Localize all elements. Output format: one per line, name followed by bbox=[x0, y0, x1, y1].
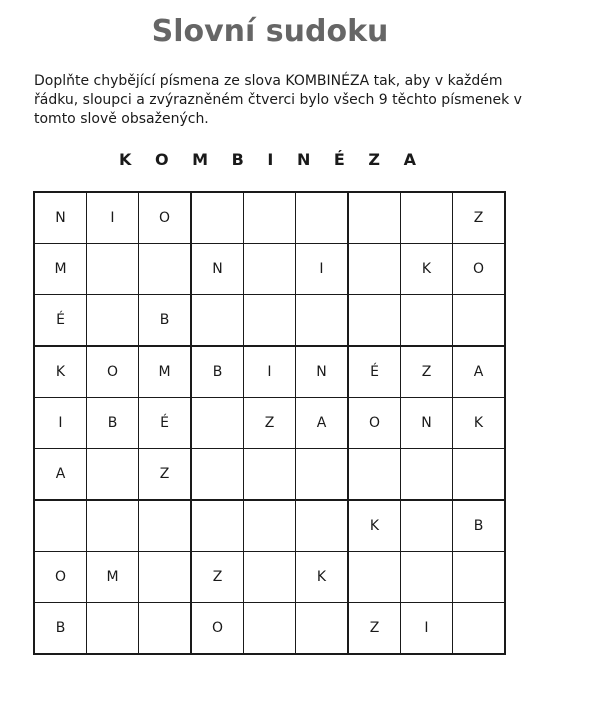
grid-cell[interactable]: B bbox=[34, 603, 87, 655]
grid-cell[interactable]: K bbox=[34, 346, 87, 398]
grid-cell[interactable] bbox=[453, 449, 506, 501]
grid-cell[interactable]: I bbox=[34, 398, 87, 449]
instructions-text: Doplňte chybějící písmena ze slova KOMBINÉZA tak, aby v každém řádku, sloupci a zvýrazněném čtverci bylo všech 9 těchto písmenek v tomto slově obsažených. bbox=[34, 73, 522, 127]
grid-cell[interactable] bbox=[191, 192, 244, 244]
grid-cell[interactable] bbox=[296, 295, 349, 347]
grid-cell[interactable] bbox=[348, 192, 401, 244]
grid-cell[interactable]: M bbox=[87, 552, 139, 603]
grid-cell[interactable] bbox=[348, 449, 401, 501]
grid-cell[interactable]: A bbox=[34, 449, 87, 501]
grid-cell[interactable] bbox=[453, 603, 506, 655]
grid-cell[interactable]: N bbox=[296, 346, 349, 398]
grid-cell[interactable]: M bbox=[139, 346, 192, 398]
grid-row bbox=[34, 500, 505, 552]
grid-cell[interactable] bbox=[191, 500, 244, 552]
grid-cell[interactable] bbox=[401, 552, 453, 603]
grid-cell[interactable]: B bbox=[453, 500, 506, 552]
grid-cell[interactable]: Z bbox=[244, 398, 296, 449]
grid-cell[interactable]: N bbox=[401, 398, 453, 449]
grid-cell[interactable] bbox=[348, 244, 401, 295]
grid-cell[interactable]: Z bbox=[401, 346, 453, 398]
grid-cell[interactable] bbox=[296, 449, 349, 501]
grid-cell[interactable]: O bbox=[139, 192, 192, 244]
grid-cell[interactable]: N bbox=[34, 192, 87, 244]
grid-cell[interactable] bbox=[139, 500, 192, 552]
grid-cell[interactable]: Z bbox=[348, 603, 401, 655]
grid-cell[interactable]: A bbox=[296, 398, 349, 449]
grid-row bbox=[34, 552, 505, 603]
grid-cell[interactable] bbox=[348, 295, 401, 347]
grid-cell[interactable]: B bbox=[139, 295, 192, 347]
grid-cell[interactable]: K bbox=[296, 552, 349, 603]
grid-row bbox=[34, 603, 505, 655]
grid-cell[interactable]: K bbox=[453, 398, 506, 449]
grid-cell[interactable] bbox=[87, 603, 139, 655]
grid-cell[interactable]: B bbox=[191, 346, 244, 398]
grid-cell[interactable] bbox=[348, 552, 401, 603]
grid-row bbox=[34, 398, 505, 449]
grid-cell[interactable] bbox=[191, 295, 244, 347]
grid-cell[interactable] bbox=[453, 295, 506, 347]
grid-cell[interactable] bbox=[87, 295, 139, 347]
grid-cell[interactable]: M bbox=[34, 244, 87, 295]
grid-cell[interactable] bbox=[244, 295, 296, 347]
grid-cell[interactable]: Z bbox=[139, 449, 192, 501]
grid-cell[interactable] bbox=[34, 500, 87, 552]
grid-cell[interactable]: O bbox=[348, 398, 401, 449]
grid-cell[interactable] bbox=[401, 295, 453, 347]
grid-cell[interactable]: Z bbox=[453, 192, 506, 244]
grid-cell[interactable] bbox=[296, 192, 349, 244]
grid-cell[interactable] bbox=[244, 552, 296, 603]
grid-cell[interactable]: O bbox=[34, 552, 87, 603]
grid-cell[interactable] bbox=[87, 500, 139, 552]
grid-cell[interactable] bbox=[139, 244, 192, 295]
grid-cell[interactable] bbox=[401, 449, 453, 501]
grid-cell[interactable] bbox=[87, 244, 139, 295]
key-word: K O M B I N É Z A bbox=[119, 150, 425, 169]
grid-cell[interactable]: K bbox=[348, 500, 401, 552]
grid-cell[interactable]: I bbox=[401, 603, 453, 655]
grid-cell[interactable] bbox=[139, 603, 192, 655]
grid-cell[interactable] bbox=[191, 449, 244, 501]
grid-cell[interactable]: É bbox=[348, 346, 401, 398]
grid-cell[interactable]: É bbox=[139, 398, 192, 449]
grid-cell[interactable] bbox=[296, 603, 349, 655]
grid-cell[interactable]: O bbox=[453, 244, 506, 295]
grid-cell[interactable]: Z bbox=[191, 552, 244, 603]
grid-cell[interactable] bbox=[139, 552, 192, 603]
grid-cell[interactable] bbox=[244, 449, 296, 501]
grid-row bbox=[34, 449, 505, 501]
grid-cell[interactable] bbox=[191, 398, 244, 449]
grid-row bbox=[34, 346, 505, 398]
grid-cell[interactable] bbox=[244, 192, 296, 244]
grid-cell[interactable]: O bbox=[87, 346, 139, 398]
sudoku-grid bbox=[33, 191, 506, 655]
grid-cell[interactable] bbox=[244, 244, 296, 295]
grid-cell[interactable] bbox=[244, 500, 296, 552]
grid-cell[interactable] bbox=[296, 500, 349, 552]
page-title: Slovní sudoku bbox=[151, 14, 389, 49]
grid-row bbox=[34, 192, 505, 244]
grid-row bbox=[34, 295, 505, 347]
grid-cell[interactable]: O bbox=[191, 603, 244, 655]
grid-cell[interactable]: I bbox=[87, 192, 139, 244]
grid-cell[interactable]: I bbox=[296, 244, 349, 295]
grid-cell[interactable]: K bbox=[401, 244, 453, 295]
grid-cell[interactable]: N bbox=[191, 244, 244, 295]
grid-cell[interactable] bbox=[244, 603, 296, 655]
grid-cell[interactable] bbox=[401, 192, 453, 244]
grid-cell[interactable] bbox=[453, 552, 506, 603]
grid-cell[interactable]: B bbox=[87, 398, 139, 449]
grid-cell[interactable]: A bbox=[453, 346, 506, 398]
grid-cell[interactable] bbox=[401, 500, 453, 552]
grid-cell[interactable]: É bbox=[34, 295, 87, 347]
grid-cell[interactable]: I bbox=[244, 346, 296, 398]
grid-row bbox=[34, 244, 505, 295]
grid-cell[interactable] bbox=[87, 449, 139, 501]
